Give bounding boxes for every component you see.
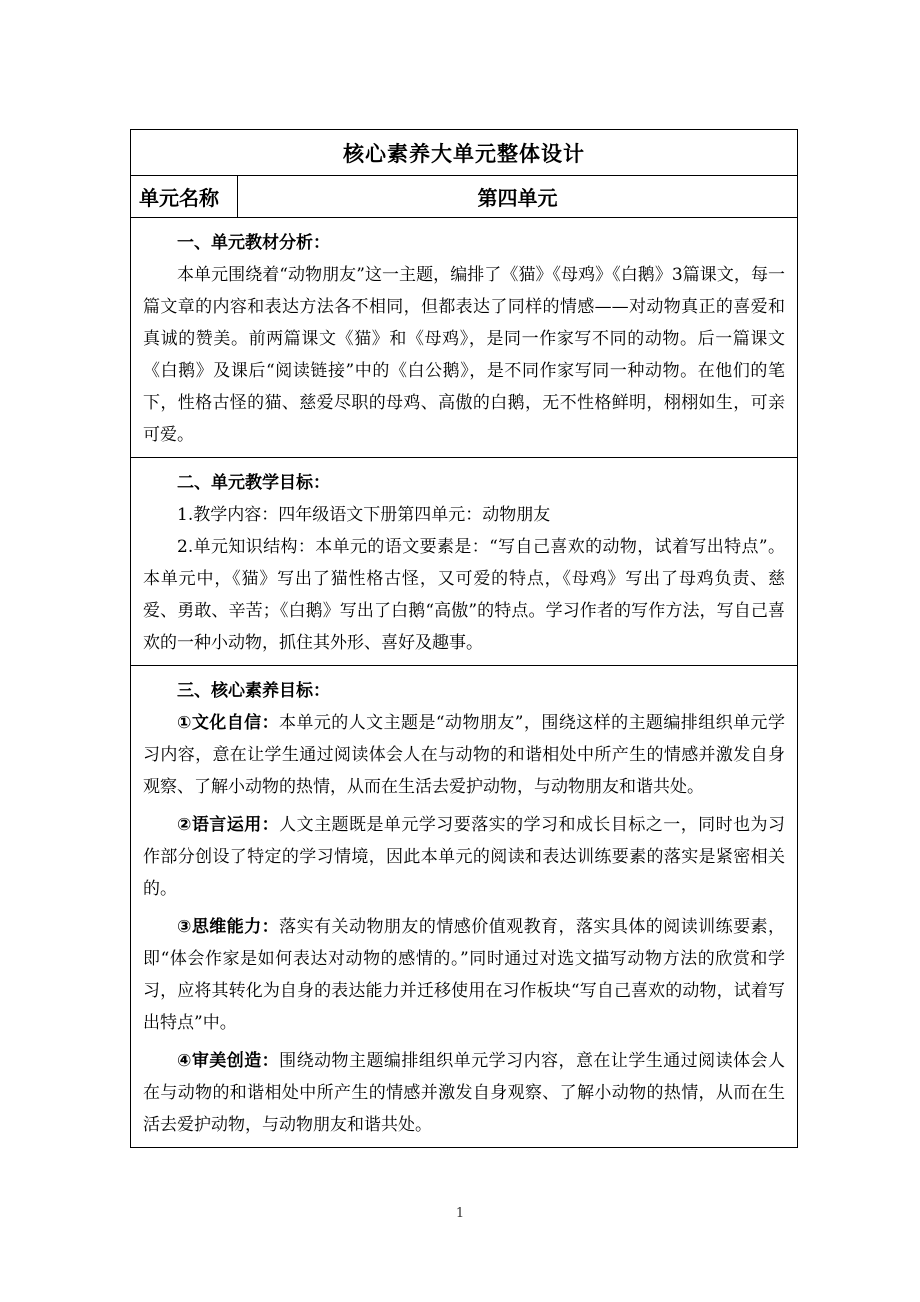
section-textbook-analysis — [131, 218, 797, 458]
list-item — [143, 707, 785, 803]
table-title: 核心素养大单元整体设计 — [131, 130, 797, 176]
item-text: 人文主题既是单元学习要落实的学习和成长目标之一，同时也为习作部分创设了特定的学习情境，因此本单元的阅读和表达训练要素的落实是紧密相关的。 — [143, 815, 785, 899]
unit-name-row — [131, 176, 797, 218]
item-text: 落实有关动物朋友的情感价值观教育，落实具体的阅读训练要素，即“体会作家是如何表达对动物的感情的。”同时通过对选文描写动物方法的欣赏和学习，应将其转化为自身的表达能力并迁移使用在习作板块“写自己喜欢的动物，试着写出特点”中。 — [143, 917, 785, 1033]
page-number: 1 — [455, 1206, 465, 1221]
list-item: 2.单元知识结构：本单元的语文要素是：“写自己喜欢的动物，试着写出特点”。本单元中，《猫》写出了猫性格古怪，又可爱的特点，《母鸡》写出了母鸡负责、慈爱、勇敢、辛苦；《白鹅》写出了白鹅“高傲”的特点。学习作者的写作方法，写自己喜欢的一种小动物，抓住其外形、喜好及趣事。 — [143, 537, 785, 653]
list-item — [143, 809, 785, 905]
section-core-literacy-goals — [131, 666, 797, 1147]
list-item: 1.教学内容：四年级语文下册第四单元：动物朋友 — [177, 505, 551, 525]
item-lead: ④审美创造： — [177, 1051, 280, 1071]
design-table — [130, 129, 798, 1148]
unit-name-value: 第四单元 — [477, 186, 558, 210]
list-item — [143, 911, 785, 1039]
item-text: 本单元的人文主题是“动物朋友”，围绕这样的主题编排组织单元学习内容，意在让学生通过阅读体会人在与动物的和谐相处中所产生的情感并激发自身观察、了解小动物的热情，从而在生活去爱护动物，与动物朋友和谐共处。 — [143, 713, 785, 797]
section-heading: 二、单元教学目标： — [177, 473, 330, 493]
item-text: 围绕动物主题编排组织单元学习内容，意在让学生通过阅读体会人在与动物的和谐相处中所产生的情感并激发自身观察、了解小动物的热情，从而在生活去爱护动物，与动物朋友和谐共处。 — [143, 1051, 785, 1135]
section-paragraph: 本单元围绕着“动物朋友”这一主题，编排了《猫》《母鸡》《白鹅》3篇课文，每一篇文章的内容和表达方法各不相同，但都表达了同样的情感——对动物真正的喜爱和真诚的赞美。前两篇课文《猫》和《母鸡》，是同一作家写不同的动物。后一篇课文《白鹅》及课后“阅读链接”中的《白公鹅》，是不同作家写同一种动物。在他们的笔下，性格古怪的猫、慈爱尽职的母鸡、高傲的白鹅，无不性格鲜明，栩栩如生，可亲可爱。 — [143, 265, 785, 445]
section-teaching-goals — [131, 458, 797, 666]
item-lead: ③思维能力： — [177, 917, 280, 937]
item-lead: ②语言运用： — [177, 815, 280, 835]
section-heading: 三、核心素养目标： — [177, 681, 330, 701]
list-item — [143, 1045, 785, 1141]
item-lead: ①文化自信： — [177, 713, 279, 733]
section-heading: 一、单元教材分析： — [177, 233, 330, 253]
unit-name-label: 单元名称 — [131, 176, 238, 217]
